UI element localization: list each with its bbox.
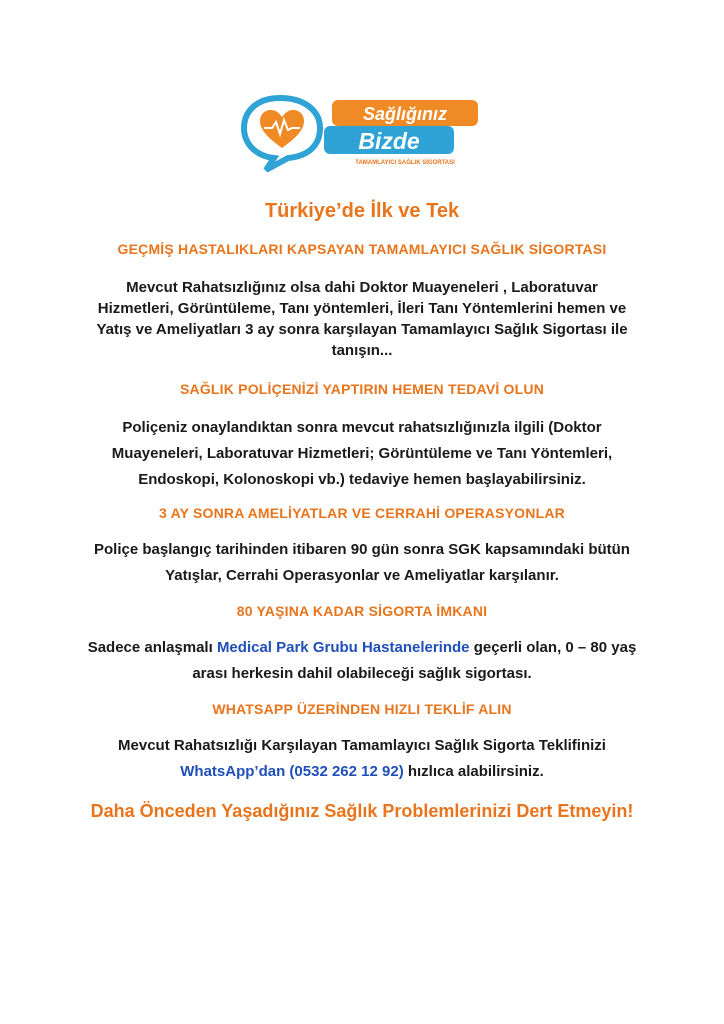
document-body — [30, 200, 694, 822]
paragraph-line: Muayeneleri, Laboratuvar Hizmetleri; Görüntüleme ve Tanı Yöntemleri, — [111, 445, 613, 462]
logo-main-text: Bizde — [358, 128, 420, 154]
text-span: geçerli olan, 0 – 80 yaş — [469, 639, 637, 656]
section-paragraph-5 — [30, 733, 694, 785]
section-paragraph-2 — [30, 415, 694, 493]
text-span: Sadece anlaşmalı — [87, 639, 217, 656]
text-span: hızlıca alabilirsiniz. — [403, 763, 544, 780]
section-paragraph-3 — [30, 537, 694, 589]
section-heading-3: 3 AY SONRA AMELİYATLAR VE CERRAHİ OPERASYONLAR — [159, 505, 565, 521]
section-heading-4: 80 YAŞINA KADAR SİGORTA İMKANI — [236, 603, 488, 619]
paragraph-line: Poliçe başlangıç tarihinden itibaren 90 gün sonra SGK kapsamındaki bütün — [94, 541, 630, 558]
section-paragraph-4 — [30, 635, 694, 687]
section-heading-1: GEÇMİŞ HASTALIKLARI KAPSAYAN TAMAMLAYICI SAĞLIK SİGORTASI — [117, 241, 607, 257]
brand-logo — [240, 92, 490, 172]
paragraph-line: Yatışlar, Cerrahi Operasyonlar ve Ameliyatlar karşılanır. — [165, 567, 559, 584]
footer-slogan: Daha Önceden Yaşadığınız Sağlık Problemlerinizi Dert Etmeyin! — [90, 801, 634, 821]
hospital-group-link[interactable]: Medical Park Grubu Hastanelerinde — [216, 639, 470, 656]
whatsapp-link[interactable]: WhatsApp’dan (0532 262 12 92) — [180, 763, 404, 780]
paragraph-line — [30, 635, 694, 661]
logo-tagline: TAMAMLAYICI SAĞLIK SİGORTASI — [355, 160, 455, 166]
paragraph-line: Poliçeniz onaylandıktan sonra mevcut rahatsızlığınızla ilgili (Doktor — [122, 419, 602, 436]
paragraph-line: Mevcut Rahatsızlığınız olsa dahi Doktor Muayeneleri , Laboratuvar — [126, 279, 598, 296]
paragraph-line: Yatış ve Ameliyatları 3 ay sonra karşılayan Tamamlayıcı Sağlık Sigortası ile — [96, 321, 628, 338]
paragraph-line — [30, 759, 694, 785]
section-heading-2: SAĞLIK POLİÇENİZİ YAPTIRIN HEMEN TEDAVİ OLUN — [179, 381, 545, 397]
paragraph-line: tanışın... — [331, 342, 393, 359]
section-paragraph-1 — [30, 277, 694, 361]
main-title: Türkiye’de İlk ve Tek — [264, 200, 460, 222]
section-heading-5: WHATSAPP ÜZERİNDEN HIZLI TEKLİF ALIN — [212, 701, 512, 717]
paragraph-line: Mevcut Rahatsızlığı Karşılayan Tamamlayıcı Sağlık Sigorta Teklifinizi — [118, 737, 606, 754]
paragraph-line: Hizmetleri, Görüntüleme, Tanı yöntemleri, İleri Tanı Yöntemlerini hemen ve — [97, 300, 627, 317]
logo-top-text: Sağlığınız — [362, 104, 448, 124]
logo-graphic — [240, 92, 490, 172]
paragraph-line: Endoskopi, Kolonoskopi vb.) tedaviye hemen başlayabilirsiniz. — [138, 471, 586, 488]
paragraph-line: arası herkesin dahil olabileceği sağlık sigortası. — [192, 665, 532, 682]
